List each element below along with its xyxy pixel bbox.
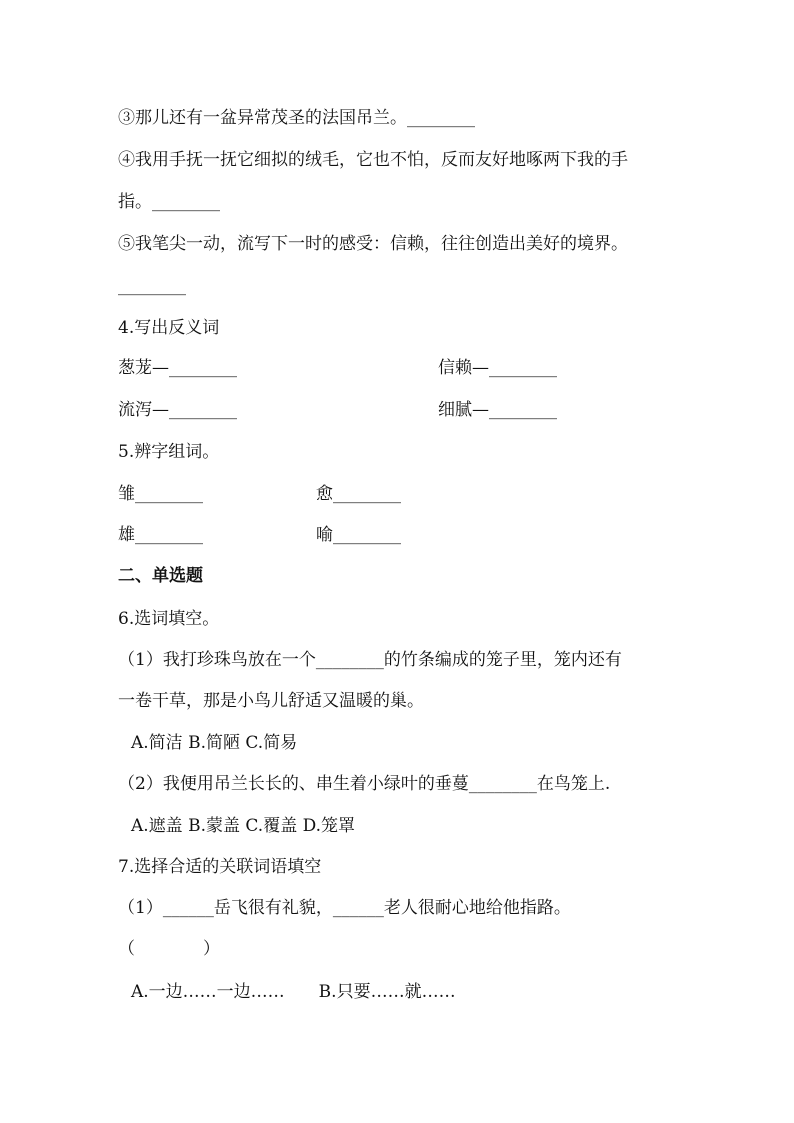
q6-sub1-line2: 一卷干草，那是小鸟儿舒适又温暖的巢。: [118, 691, 424, 711]
q3-item-3: ③那儿还有一盆异常茂圣的法国吊兰。________: [118, 108, 475, 128]
q3-item-4-line1: ④我用手抚一抚它细拟的绒毛，它也不怕，反而友好地啄两下我的手: [118, 150, 628, 170]
q7-sub1-line1: （1）______岳飞很有礼貌，______老人很耐心地给他指路。: [118, 898, 571, 918]
q5-pair-2: 愈________: [316, 484, 401, 504]
q4-pair-2: 信赖—________: [438, 358, 557, 378]
q7-answer-parentheses: （ ）: [118, 939, 220, 959]
q5-pair-4: 喻________: [316, 525, 401, 545]
q6-sub1-line1: （1）我打珍珠鸟放在一个________的竹条编成的笼子里，笼内还有: [118, 650, 622, 670]
q4-title: 4.写出反义词: [118, 318, 220, 338]
q6-sub2-options: A.遮盖 B.蒙盖 C.覆盖 D.笼罩: [131, 816, 356, 836]
q4-pair-3: 流泻—________: [118, 400, 237, 420]
q4-pair-4: 细腻—________: [438, 400, 557, 420]
q5-pair-3: 雄________: [118, 525, 203, 545]
q6-title: 6.选词填空。: [118, 609, 220, 629]
q4-pair-1: 葱茏—________: [118, 358, 237, 378]
q7-title: 7.选择合适的关联词语填空: [118, 857, 322, 877]
q3-item-5-line2: ________: [118, 276, 186, 296]
q6-sub2-line1: （2）我便用吊兰长长的、串生着小绿叶的垂蔓________在鸟笼上.: [118, 774, 611, 794]
q5-title: 5.辨字组词。: [118, 442, 220, 462]
q6-sub1-options: A.简洁 B.简陋 C.简易: [131, 733, 298, 753]
q3-item-4-line2: 指。________: [118, 192, 220, 212]
q3-item-5-line1: ⑤我笔尖一动，流写下一时的感受：信赖，往往创造出美好的境界。: [118, 234, 628, 254]
section-2-heading: 二、单选题: [118, 566, 203, 586]
q7-sub1-options: A.一边……一边…… B.只要……就……: [131, 982, 456, 1002]
q5-pair-1: 雏________: [118, 484, 203, 504]
